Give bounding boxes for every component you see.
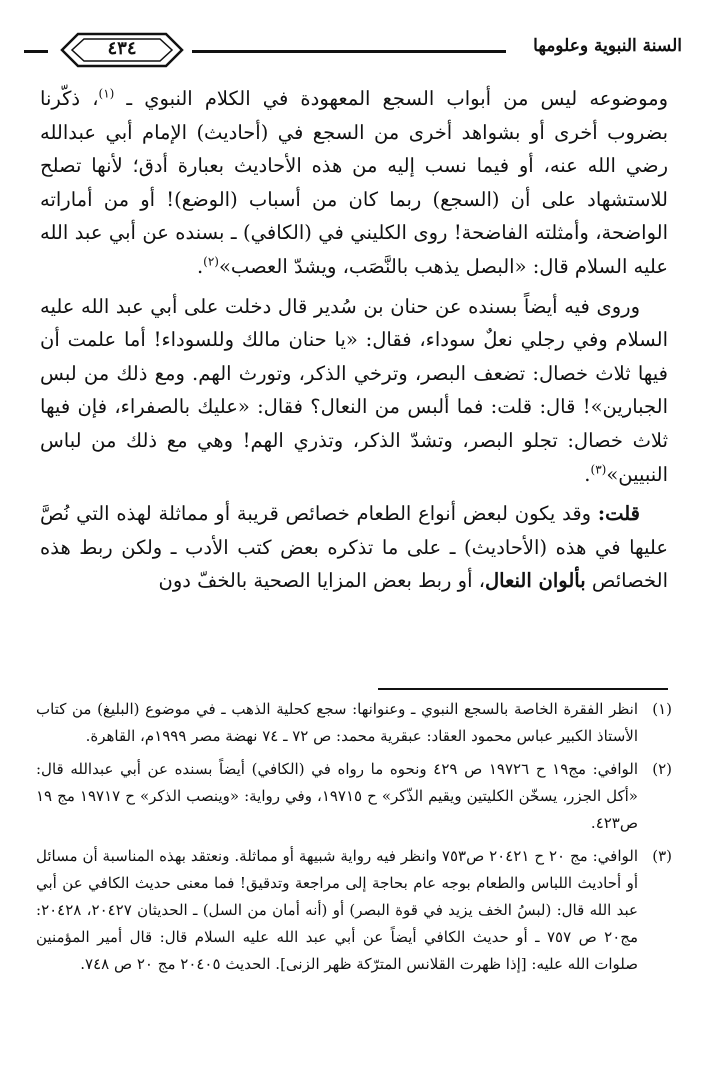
footnote-ref-3[interactable]: (٣) [590, 462, 607, 477]
footnote-number: (٣) [652, 847, 672, 865]
footnote-ref-2[interactable]: (٢) [203, 254, 219, 269]
header-rule [192, 50, 506, 53]
header-rule-short [24, 50, 48, 53]
page-number: ٤٣٤ [107, 38, 137, 59]
footnote-ref-1[interactable]: (١) [98, 86, 115, 101]
footnote-separator [378, 688, 668, 690]
running-title: السنة النبوية وعلومها [533, 36, 682, 56]
footnote-text: انظر الفقرة الخاصة بالسجع النبوي ـ وعنوانها: سجع كحلية الذهب ـ في موضوع (البليغ) من كتاب الأستاذ الكبير عباس محمود العقاد: عبقرية محمد: ص ٧٢ ـ ٧٤ نهضة مصر ١٩٩٩م، القاهرة. [36, 700, 638, 745]
footnotes [36, 696, 672, 984]
footnote-1 [36, 696, 672, 750]
footnote-text: الوافي: مج ٢٠ ح ٢٠٤٢١ ص٧٥٣ وانظر فيه رواية شبيهة أو مماثلة. ونعتقد بهذه المناسبة أن مسائل أو أحاديث اللباس والطعام بوجه عام بحاجة إلى مراجعة وتدقيق! فما معنى حديث الكافي عن أبي عبد الله قال: (لبسُ الخف يزيد في قوة البصر) أو (أنه أمان من السل) ـ الحديثان ٢٠٤٢٧، ٢٠٤٢٨: مج٢٠ ص ٧٥٧ ـ أو حديث الكافي أيضاً عن أبي عبد الله عليه السلام قال: قال أمير المؤمنين صلوات الله عليه: [إذا ظهرت القلانس المترّكة ظهر الزنى]. الحديث ٢٠٤٠٥ مج ٢٠ ص ٧٤٨. [36, 847, 639, 973]
main-text [40, 82, 668, 604]
footnote-number: (١) [652, 700, 672, 718]
footnote-2 [36, 756, 672, 837]
paragraph-3: قلت: وقد يكون لبعض أنواع الطعام خصائص قريبة أو مماثلة لهذه التي نُصَّ عليها في هذه (الأحاديث) ـ على ما تذكره بعض كتب الأدب ـ ولكن ربط هذه الخصائص بألوان النعال، أو ربط بعض المزايا الصحية بالخفّ دون [40, 502, 668, 593]
page-number-ornament [56, 30, 188, 70]
emphasis-sandals: بألوان النعال [485, 569, 586, 593]
footnote-text: الوافي: مج١٩ ح ١٩٧٢٦ ص ٤٢٩ ونحوه ما رواه في (الكافي) أيضاً بسنده عن أبي عبدالله قال: «أكل الجزر، يسخّن الكليتين ويقيم الذّكر» ح ١٩٧١٥، وفي رواية: «وينصب الذكر» ح ١٩٧١٧ مج ١٩ ص٤٢٣. [36, 760, 639, 832]
paragraph-2: وروى فيه أيضاً بسنده عن حنان بن سُدير قال دخلت على أبي عبد الله عليه السلام وفي رجلي نعلٌ سوداء، فقال: «يا حنان مالك وللسوداء! أما علمت أن فيها ثلاث خصال: تضعف البصر، وترخي الذكر، وتورث الهم. ومع ذلك من لبس الجبارين»! قال: قلت: فما ألبس من النعال؟ فقال: «عليك بالصفراء، فإن فيها ثلاث خصال: تجلو البصر، وتشدّ الذكر، وتذري الهم! وهي مع ذلك من لباس النبيين»$^{(٣)}$. [40, 294, 668, 486]
footnote-number: (٢) [652, 760, 672, 778]
footnote-3 [36, 843, 672, 978]
paragraph-1: وموضوعه ليس من أبواب السجع المعهودة في الكلام النبوي ـ $^{(١)}$، ذكّرنا بضروب أخرى أو بشواهد أخرى من السجع في (أحاديث) الإمام أبي عبدالله رضي الله عنه، أو فيما نسب إليه من هذه الأحاديث بعبارة أدق؛ لأنها تصلح للاستشهاد على أن (السجع) ربما كان من أسباب (الوضع)! أو من أماراته الواضحة، وأمثلته الفاضحة! روى الكليني في (الكافي) ـ بسنده عن أبي عبد الله عليه السلام قال: «البصل يذهب بالنَّصَب، ويشدّ العصب»$^{(٢)}$. [40, 86, 668, 278]
qultu-label: قلت: [597, 502, 640, 526]
page-header [24, 30, 682, 70]
